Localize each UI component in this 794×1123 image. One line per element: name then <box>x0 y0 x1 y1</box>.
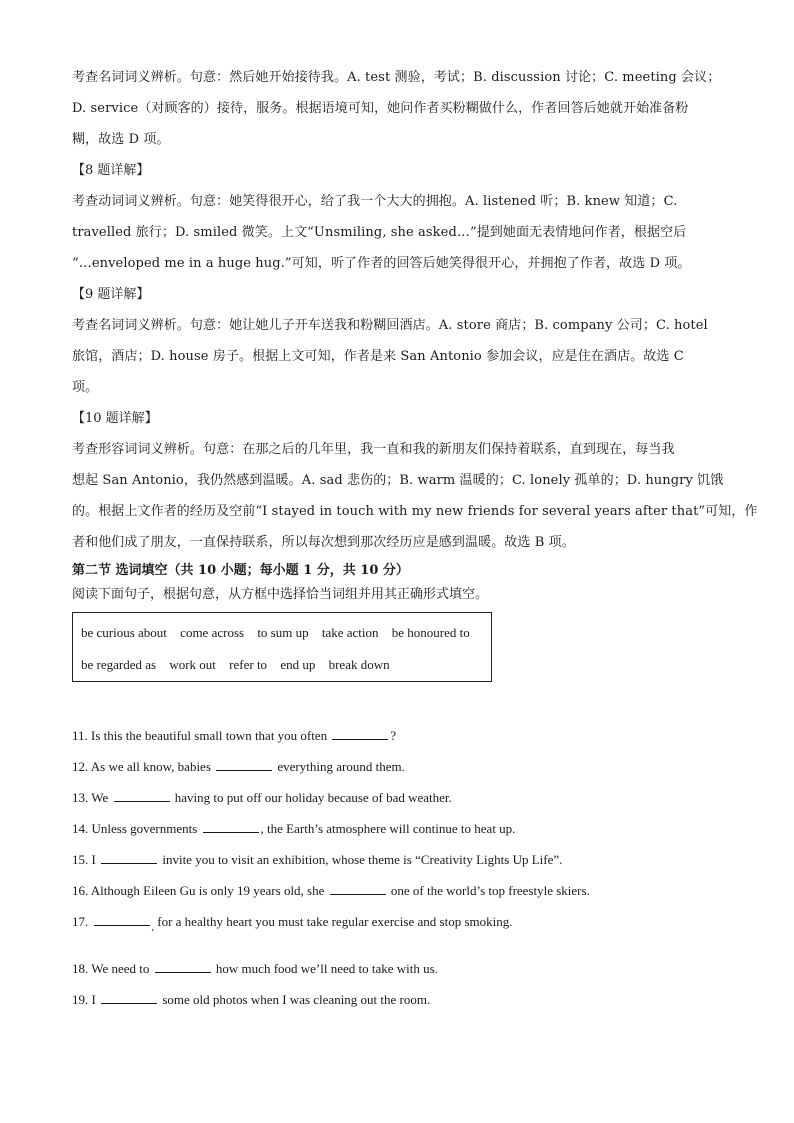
question-text: 19. I <box>72 992 100 1007</box>
question-16 <box>72 875 722 906</box>
question-text: how much food we’ll need to take with us. <box>212 961 438 976</box>
section-title: 第二节 选词填空（共 10 小题；每小题 1 分，共 10 分） <box>72 563 409 578</box>
explanation-heading-q9: 【9 题详解】 <box>72 287 150 302</box>
answer-blank[interactable] <box>101 991 157 1004</box>
word-bank-phrase: be honoured to <box>391 625 470 640</box>
question-text: 11. Is this the beautiful small town that you often <box>72 728 331 743</box>
answer-blank[interactable] <box>332 727 388 740</box>
question-text: invite you to visit an exhibition, whose theme is “Creativity Lights Up Life”. <box>159 852 563 867</box>
answer-blank[interactable] <box>94 913 150 926</box>
answer-blank[interactable] <box>203 820 259 833</box>
explanation-q9 <box>72 310 722 403</box>
text-line: 的。根据上文作者的经历及空前“I stayed in touch with my new friends for several years after that”可知，作 <box>72 504 758 519</box>
explanation-q7 <box>72 62 722 155</box>
word-bank-phrase: to sum up <box>257 625 309 640</box>
text-line: “…enveloped me in a huge hug.”可知，听了作者的回答后她笑得很开心，并拥抱了作者，故选 D 项。 <box>72 256 691 271</box>
text-line: 考查名词词义辨析。句意：然后她开始接待我。A. test 测验，考试；B. discussion 讨论；C. meeting 会议； <box>72 70 721 85</box>
question-text: 15. I <box>72 852 100 867</box>
explanation-q10 <box>72 434 758 558</box>
question-14 <box>72 813 722 844</box>
question-19 <box>72 984 722 1015</box>
word-bank-phrase: come across <box>180 625 245 640</box>
word-bank-row <box>81 617 483 649</box>
question-text: 17. <box>72 914 92 929</box>
question-text: 14. Unless governments <box>72 821 201 836</box>
word-bank-phrase: take action <box>321 625 379 640</box>
word-bank-phrase: refer to <box>229 657 268 672</box>
word-bank-phrase: work out <box>169 657 216 672</box>
question-text: having to put off our holiday because of bad weather. <box>171 790 452 805</box>
text-line: 考查动词词义辨析。句意：她笑得很开心，给了我一个大大的拥抱。A. listened 听；B. knew 知道；C. <box>72 194 678 209</box>
document-page <box>72 62 758 1015</box>
question-15 <box>72 844 722 875</box>
question-text: , the Earth’s atmosphere will continue to heat up. <box>260 821 516 836</box>
explanation-heading-q10: 【10 题详解】 <box>72 411 158 426</box>
answer-blank[interactable] <box>216 758 272 771</box>
answer-blank[interactable] <box>155 960 211 973</box>
question-text: for a healthy heart you must take regular exercise and stop smoking. <box>154 914 513 929</box>
answer-blank[interactable] <box>101 851 157 864</box>
text-line: 考查形容词词义辨析。句意：在那之后的几年里，我一直和我的新朋友们保持着联系，直到现在，每当我 <box>72 442 675 457</box>
word-bank-phrase: be regarded as <box>81 657 157 672</box>
word-bank-phrase: be curious about <box>81 625 167 640</box>
word-bank-row <box>81 649 483 681</box>
text-line: 想起 San Antonio，我仍然感到温暖。A. sad 悲伤的；B. warm 温暖的；C. lonely 孤单的；D. hungry 饥饿 <box>72 473 724 488</box>
word-bank-phrase: end up <box>280 657 316 672</box>
answer-blank[interactable] <box>330 882 386 895</box>
question-text: some old photos when I was cleaning out the room. <box>159 992 431 1007</box>
explanation-heading-q8: 【8 题详解】 <box>72 163 150 178</box>
question-13 <box>72 782 722 813</box>
question-17 <box>72 906 722 943</box>
explanation-q8 <box>72 186 722 279</box>
question-text: 12. As we all know, babies <box>72 759 215 774</box>
text-line: 项。 <box>72 380 99 395</box>
question-12 <box>72 751 722 782</box>
question-text: one of the world’s top freestyle skiers. <box>387 883 590 898</box>
text-line: travelled 旅行；D. smiled 微笑。上文“Unsmiling, she asked…”提到她面无表情地问作者，根据空后 <box>72 225 687 240</box>
question-text: everything around them. <box>274 759 405 774</box>
text-line: D. service（对顾客的）接待，服务。根据语境可知，她问作者买粉糊做什么，作者回答后她就开始准备粉 <box>72 101 689 116</box>
question-18 <box>72 953 722 984</box>
section-instruction: 阅读下面句子，根据句意，从方框中选择恰当词组并用其正确形式填空。 <box>72 587 489 602</box>
question-list <box>72 720 722 1015</box>
text-line: 旅馆，酒店；D. house 房子。根据上文可知，作者是来 San Antonio 参加会议，应是住在酒店。故选 C <box>72 349 684 364</box>
question-text: 16. Although Eileen Gu is only 19 years old, she <box>72 883 328 898</box>
question-11 <box>72 720 722 751</box>
text-line: 考查名词词义辨析。句意：她让她儿子开车送我和粉糊回酒店。A. store 商店；B. company 公司；C. hotel <box>72 318 708 333</box>
text-line: 者和他们成了朋友，一直保持联系，所以每次想到那次经历应是感到温暖。故选 B 项。 <box>72 535 575 550</box>
question-text: 18. We need to <box>72 961 153 976</box>
question-text: ? <box>390 728 397 743</box>
text-line: 糊，故选 D 项。 <box>72 132 170 147</box>
comma-mark: , <box>151 922 154 933</box>
question-text: 13. We <box>72 790 112 805</box>
answer-blank[interactable] <box>114 789 170 802</box>
word-bank-phrase: break down <box>328 657 390 672</box>
word-bank-box <box>72 612 492 682</box>
